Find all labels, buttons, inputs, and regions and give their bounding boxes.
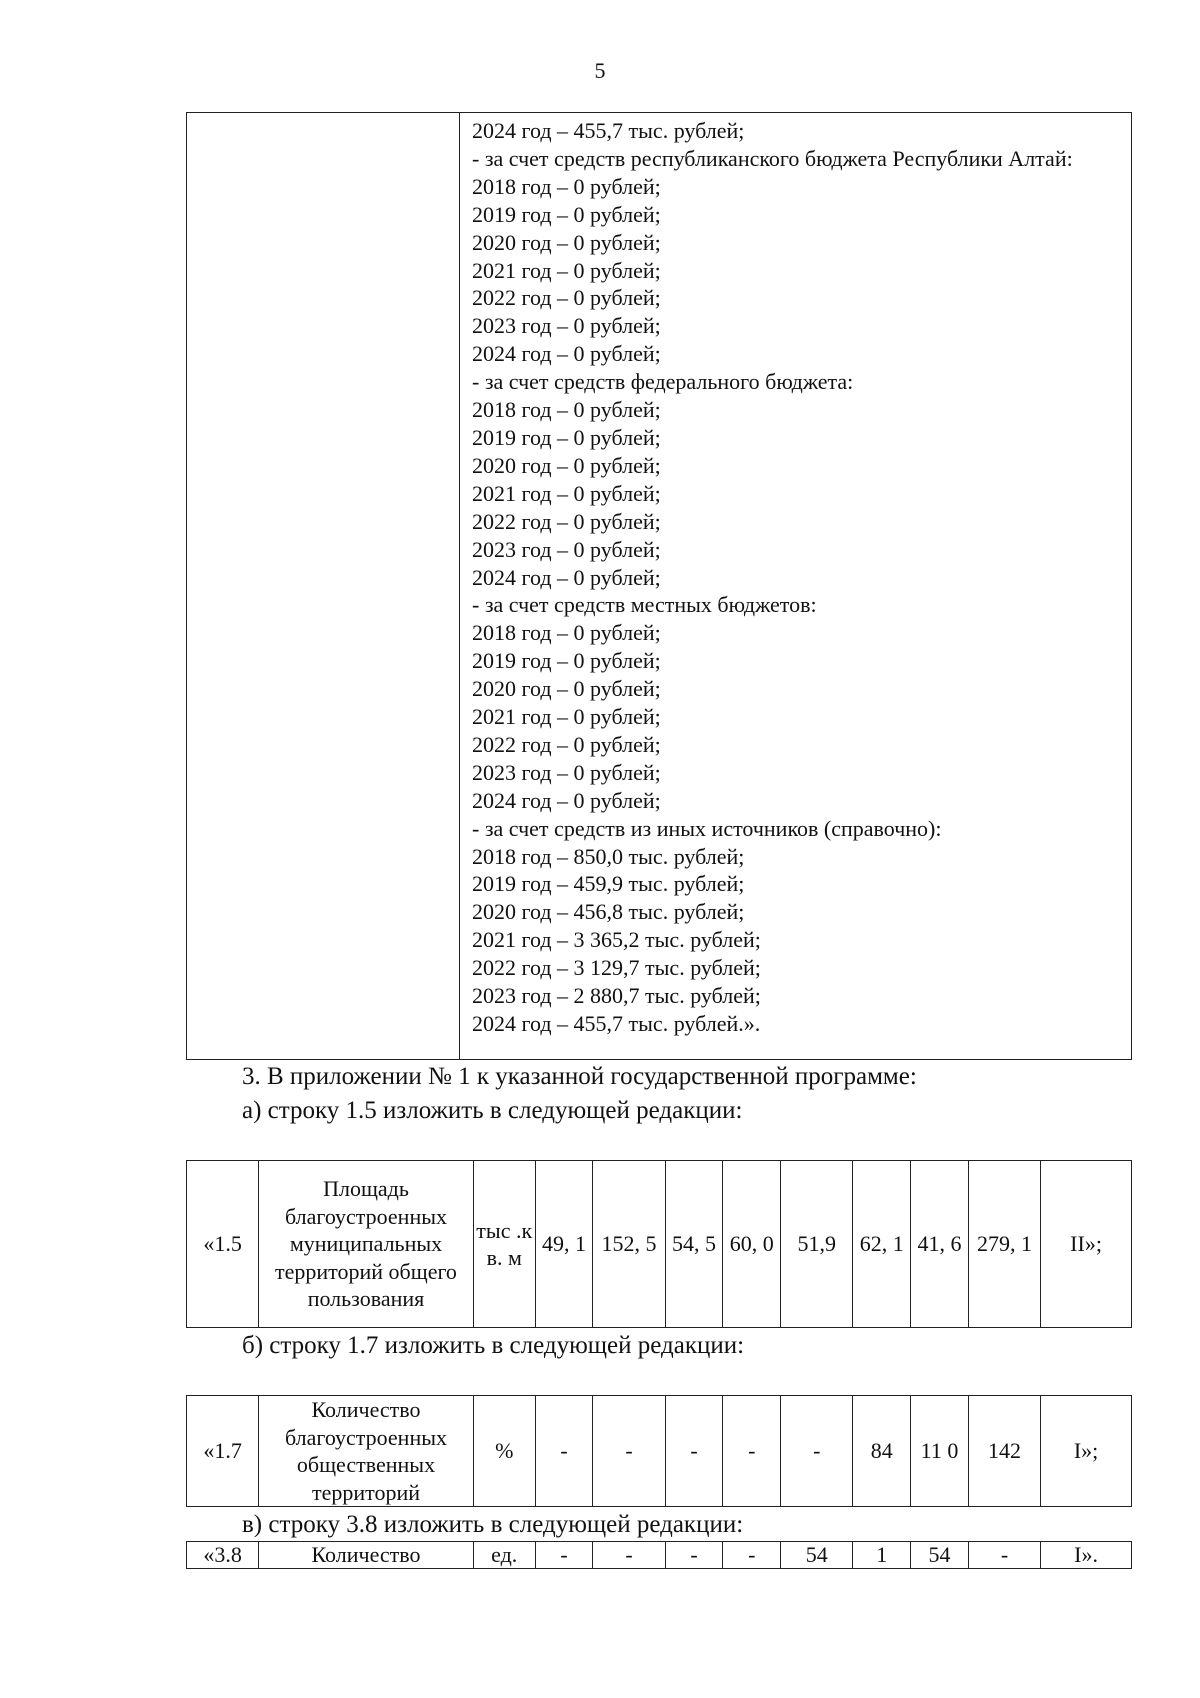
funding-line: 2021 год – 0 рублей;	[472, 704, 661, 730]
table-cell: 54	[781, 1542, 853, 1569]
table-cell: %	[473, 1396, 535, 1507]
table-cell: 51,9	[781, 1161, 853, 1328]
funding-line: 2018 год – 850,0 тыс. рублей;	[472, 843, 745, 869]
table-row-1-7	[187, 1396, 1132, 1507]
funding-line: 2020 год – 0 рублей;	[472, 676, 661, 702]
table-cell: 84	[853, 1396, 911, 1507]
funding-line: 2024 год – 0 рублей;	[472, 564, 661, 590]
funding-line: 2020 год – 0 рублей;	[472, 229, 661, 255]
funding-line: - за счет средств республиканского бюджета Республики Алтай:	[472, 145, 1073, 171]
table-cell: 152, 5	[593, 1161, 665, 1328]
funding-line: 2024 год – 0 рублей;	[472, 341, 661, 367]
funding-line: 2018 год – 0 рублей;	[472, 173, 661, 199]
table-cell: 41, 6	[911, 1161, 969, 1328]
table-cell: II»;	[1041, 1161, 1132, 1328]
table-cell: «1.7	[187, 1396, 259, 1507]
table-cell: I»;	[1041, 1396, 1132, 1507]
indicator-name-cell: Количество	[259, 1542, 474, 1569]
indicator-name-cell: Площадь благоустроенных муниципальных территорий общего пользования	[259, 1161, 474, 1328]
funding-line: 2018 год – 0 рублей;	[472, 620, 661, 646]
table-cell: -	[535, 1542, 593, 1569]
funding-line: 2023 год – 2 880,7 тыс. рублей;	[472, 983, 761, 1009]
table-cell: 60, 0	[723, 1161, 781, 1328]
table-cell: 49, 1	[535, 1161, 593, 1328]
table-cell: тыс .кв. м	[473, 1161, 535, 1328]
funding-line: 2021 год – 3 365,2 тыс. рублей;	[472, 927, 761, 953]
funding-line: 2022 год – 3 129,7 тыс. рублей;	[472, 955, 761, 981]
paragraph-b: б) строку 1.7 изложить в следующей редакции:	[242, 1332, 745, 1359]
table-cell: 62, 1	[853, 1161, 911, 1328]
funding-line: - за счет средств из иных источников (справочно):	[472, 815, 942, 841]
funding-table-label-cell	[187, 113, 460, 1060]
funding-line: 2023 год – 0 рублей;	[472, 536, 661, 562]
funding-line: 2024 год – 455,7 тыс. рублей.».	[472, 1011, 761, 1036]
funding-line: 2019 год – 0 рублей;	[472, 424, 661, 450]
funding-line: 2019 год – 459,9 тыс. рублей;	[472, 871, 745, 897]
table-cell: 142	[968, 1396, 1040, 1507]
table-cell: 54	[911, 1542, 969, 1569]
funding-table-values-cell	[460, 113, 1132, 1060]
paragraph-3: 3. В приложении № 1 к указанной государственной программе:	[242, 1063, 917, 1090]
funding-line: - за счет средств федерального бюджета:	[472, 369, 854, 395]
table-cell: 279, 1	[968, 1161, 1040, 1328]
table-cell: «3.8	[187, 1542, 259, 1569]
funding-lines	[472, 117, 1121, 1038]
indicator-table-3-8	[186, 1541, 1132, 1569]
paragraph-a: а) строку 1.5 изложить в следующей редакции:	[242, 1097, 743, 1124]
funding-line: 2023 год – 0 рублей;	[472, 759, 661, 785]
table-cell: -	[723, 1542, 781, 1569]
indicator-table-1-5	[186, 1160, 1132, 1328]
funding-line: 2020 год – 0 рублей;	[472, 452, 661, 478]
funding-line: 2019 год – 0 рублей;	[472, 201, 661, 227]
indicator-table-1-7	[186, 1395, 1132, 1507]
funding-line: 2021 год – 0 рублей;	[472, 480, 661, 506]
table-cell: -	[781, 1396, 853, 1507]
funding-line: 2024 год – 455,7 тыс. рублей;	[472, 118, 745, 143]
table-cell: -	[968, 1542, 1040, 1569]
funding-line: 2023 год – 0 рублей;	[472, 313, 661, 339]
funding-line: 2021 год – 0 рублей;	[472, 257, 661, 283]
page-number: 5	[594, 58, 606, 83]
table-row-1-5	[187, 1161, 1132, 1328]
indicator-name-cell: Количество благоустроенных общественных территорий	[259, 1396, 474, 1507]
funding-table	[186, 112, 1132, 1060]
table-cell: 54, 5	[665, 1161, 723, 1328]
funding-line: 2020 год – 456,8 тыс. рублей;	[472, 899, 745, 925]
table-cell: -	[665, 1542, 723, 1569]
funding-line: 2022 год – 0 рублей;	[472, 508, 661, 534]
table-cell: -	[593, 1542, 665, 1569]
paragraph-v: в) строку 3.8 изложить в следующей редакции:	[242, 1511, 744, 1538]
table-cell: -	[535, 1396, 593, 1507]
table-cell: ед.	[473, 1542, 535, 1569]
funding-line: 2022 год – 0 рублей;	[472, 731, 661, 757]
table-cell: -	[593, 1396, 665, 1507]
table-cell: 11 0	[911, 1396, 969, 1507]
funding-line: 2018 год – 0 рублей;	[472, 397, 661, 423]
funding-line: - за счет средств местных бюджетов:	[472, 592, 817, 618]
table-cell: -	[723, 1396, 781, 1507]
funding-line: 2019 год – 0 рублей;	[472, 648, 661, 674]
funding-line: 2024 год – 0 рублей;	[472, 787, 661, 813]
table-cell: -	[665, 1396, 723, 1507]
table-cell: 1	[853, 1542, 911, 1569]
table-cell: «1.5	[187, 1161, 259, 1328]
funding-line: 2022 год – 0 рублей;	[472, 285, 661, 311]
table-cell: I».	[1041, 1542, 1132, 1569]
table-row-3-8	[187, 1542, 1132, 1569]
